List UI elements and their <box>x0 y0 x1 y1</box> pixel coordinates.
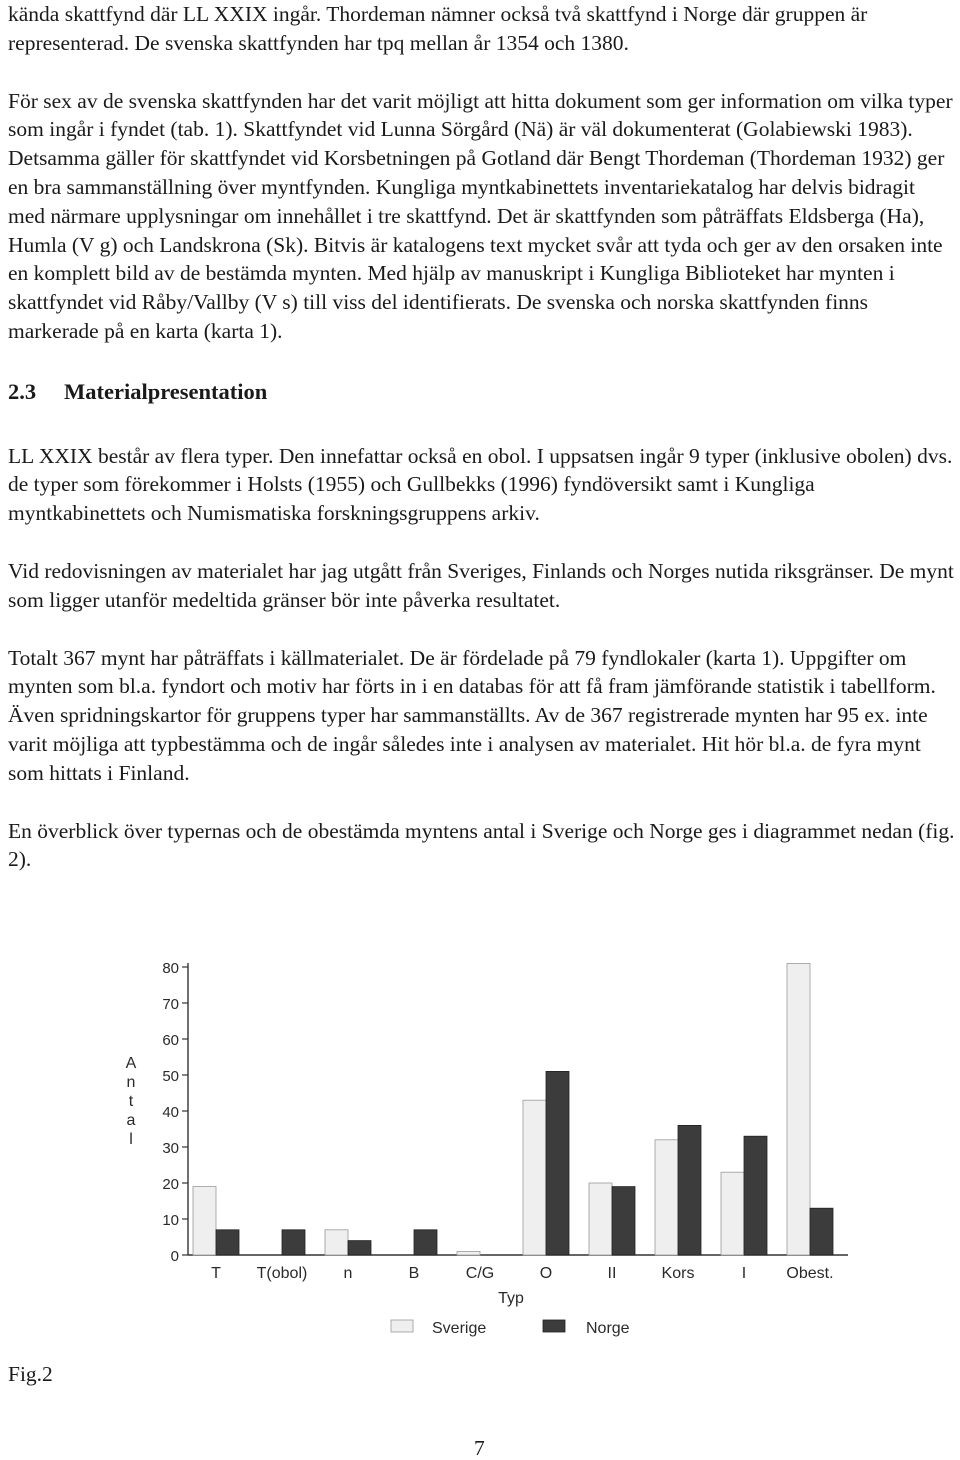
y-tick-label: 80 <box>162 960 179 977</box>
bar-sverige <box>787 963 810 1255</box>
figure-caption: Fig.2 <box>8 1362 53 1386</box>
x-tick-label: Kors <box>661 1265 695 1282</box>
legend-label-norge: Norge <box>586 1320 630 1337</box>
bar-sverige <box>523 1100 546 1255</box>
paragraph: För sex av de svenska skattfynden har det varit möjligt att hitta dokument som ger information om vilka typer som ingår i fyndet (tab. 1). Skattfyndet vid Lunna Sörgård (Nä) är väl dokumenterat (Golabiewski 1983). Detsamma gäller för skattfyndet vid Korsbetningen på Gotland där Bengt Thordeman (Thordeman 1932) ger en bra sammanställning över myntfynden. Kungliga myntkabinettets inventariekatalog har delvis bidragit med närmare upplysningar om innehållet i tre skattfynd. Det är skattfynden som påträffats Eldsberga (Ha), Humla (V g) och Landskrona (Sk). Bitvis är katalogens text mycket svår att tyda och ger av den orsaken inte en komplett bild av de bestämda mynten. Med hjälp av manuskript i Kungliga Biblioteket har mynten i skattfyndet vid Råby/Vallby (V s) till viss del identifierats. De svenska och norska skattfynden finns markerade på en karta (karta 1). <box>8 88 953 343</box>
y-tick-label: 20 <box>162 1176 179 1193</box>
spacer <box>8 346 956 375</box>
paragraph: LL XXIX består av flera typer. Den innefattar också en obol. I uppsatsen ingår 9 typer (inklusive obolen) dvs. de typer som förekommer i Holsts (1955) och Gullbekks (1996) fyndöversikt samt i Kungliga myntkabinettets och Numismatiska forskningsgruppens arkiv. <box>8 443 953 526</box>
bar-chart <box>0 940 960 1360</box>
x-tick-label: C/G <box>465 1265 495 1282</box>
body-text <box>8 0 956 874</box>
section-heading <box>8 375 956 413</box>
page-number: 7 <box>474 1436 485 1460</box>
y-tick-label: 60 <box>162 1032 179 1049</box>
legend-label-sverige: Sverige <box>432 1320 487 1337</box>
y-axis-label-letter: l <box>129 1131 133 1148</box>
y-axis-label-letter: n <box>126 1074 136 1091</box>
x-axis-label: Typ <box>498 1290 524 1307</box>
bar-sverige <box>721 1172 744 1255</box>
legend-swatch-sverige <box>391 1320 413 1332</box>
bar-norge <box>414 1230 437 1255</box>
spacer <box>8 528 956 557</box>
paragraph: Vid redovisningen av materialet har jag utgått från Sveriges, Finlands och Norges nutida riksgränser. De mynt som ligger utanför medeltida gränser bör inte påverka resultatet. <box>8 558 954 612</box>
y-tick-label: 0 <box>170 1248 179 1265</box>
x-tick-label: T(obol) <box>256 1265 308 1282</box>
x-tick-label: n <box>343 1265 353 1282</box>
bar-norge <box>546 1071 569 1255</box>
x-tick-label: Obest. <box>786 1265 834 1282</box>
x-tick-label: I <box>741 1265 747 1282</box>
y-tick-label: 40 <box>162 1104 179 1121</box>
x-tick-label: II <box>607 1265 617 1282</box>
y-tick-label: 70 <box>162 996 179 1013</box>
bar-norge <box>612 1187 635 1255</box>
bar-norge <box>744 1136 767 1255</box>
y-axis-label-letter: A <box>125 1055 137 1072</box>
bar-norge <box>678 1125 701 1255</box>
x-tick-label: O <box>539 1265 553 1282</box>
x-tick-label: B <box>408 1265 420 1282</box>
bar-sverige <box>589 1183 612 1255</box>
spacer <box>8 615 956 644</box>
legend-swatch-norge <box>543 1320 565 1332</box>
y-axis-label-letter: t <box>128 1093 134 1110</box>
bar-norge <box>282 1230 305 1255</box>
paragraph: En överblick över typernas och de obestämda myntens antal i Sverige och Norge ges i diagrammet nedan (fig. 2). <box>8 818 955 872</box>
y-tick-label: 50 <box>162 1068 179 1085</box>
bar-sverige <box>457 1251 480 1255</box>
section-number: 2.3 <box>8 378 37 404</box>
bar-sverige <box>325 1230 348 1255</box>
paragraph: Totalt 367 mynt har påträffats i källmaterialet. De är fördelade på 79 fyndlokaler (karta 1). Uppgifter om mynten som bl.a. fyndort och motiv har förts in i en databas för att få fram jämförande statistik i tabellform. Även spridningskartor för gruppens typer har sammanställts. Av de 367 registrerade mynten har 95 ex. inte varit möjliga att typbestämma och de ingår således inte i analysen av materialet. Hit hör bl.a. de fyra mynt som hittats i Finland. <box>8 645 936 785</box>
spacer <box>8 58 956 87</box>
y-tick-label: 30 <box>162 1140 179 1157</box>
paragraph: kända skattfynd där LL XXIX ingår. Thordeman nämner också två skattfynd i Norge där gruppen är representerad. De svenska skattfynden har tpq mellan år 1354 och 1380. <box>8 2 868 55</box>
figure-2 <box>0 940 960 1360</box>
spacer <box>8 413 956 442</box>
x-tick-label: T <box>211 1265 221 1282</box>
bar-norge <box>216 1230 239 1255</box>
bar-sverige <box>655 1140 678 1255</box>
section-title: Materialpresentation <box>64 378 268 404</box>
bar-norge <box>348 1241 371 1255</box>
y-tick-label: 10 <box>162 1212 179 1229</box>
bar-sverige <box>193 1187 216 1255</box>
spacer <box>8 788 956 817</box>
bar-norge <box>810 1208 833 1255</box>
y-axis-label-letter: a <box>126 1112 136 1129</box>
